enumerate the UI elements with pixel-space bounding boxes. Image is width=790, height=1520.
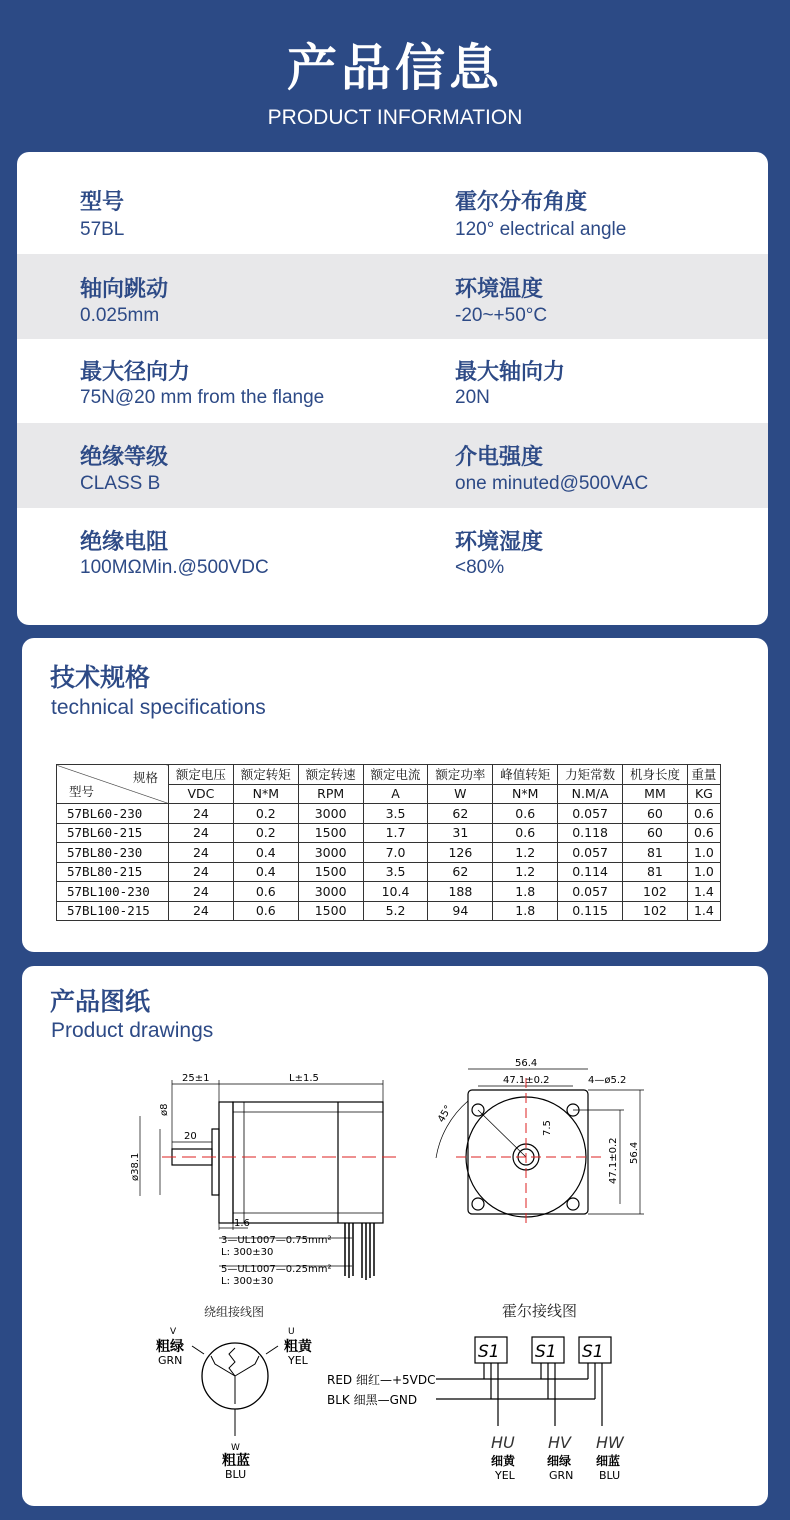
hall-diagram: [327, 1302, 625, 1482]
dim-length: L±1.5: [289, 1073, 319, 1084]
info-value: 0.025mm: [80, 305, 160, 326]
info-key: 最大轴向力: [455, 360, 566, 385]
info-value: one minuted@500VAC: [455, 473, 649, 494]
column-header: 额定电流: [363, 765, 428, 785]
hall-hw: HW: [596, 1433, 624, 1452]
info-value: CLASS B: [80, 473, 161, 494]
winding-v-color: 粗绿: [156, 1339, 184, 1355]
column-header: 额定电压: [169, 765, 234, 785]
info-value: <80%: [455, 557, 505, 578]
info-row: [17, 508, 768, 593]
dim-pilot: ø38.1: [130, 1152, 141, 1181]
table-row: 57BL60-215 24 0.2 1500 1.7 31 0.6 0.118 60 0.6: [57, 823, 721, 843]
section-subtitle: Product drawings: [51, 1019, 214, 1042]
table-row: 57BL80-230 24 0.4 3000 7.0 126 1.2 0.057 81 1.0: [57, 843, 721, 863]
info-row: [17, 423, 768, 508]
unit-cell: A: [363, 784, 428, 804]
spec-table: [56, 764, 721, 921]
dim-vertical-holes: 47.1±0.2: [608, 1137, 619, 1184]
info-value: 75N@20 mm from the flange: [80, 387, 325, 408]
info-value: 100MΩMin.@500VDC: [80, 557, 269, 578]
dim-front-width: 56.4: [515, 1058, 538, 1069]
page-subtitle: PRODUCT INFORMATION: [267, 106, 523, 129]
page-header: [0, 0, 790, 150]
wire-length-2: L: 300±30: [221, 1276, 274, 1287]
column-header: 峰值转矩: [493, 765, 558, 785]
dim-flange-thickness: 1.6: [234, 1218, 250, 1229]
unit-cell: W: [428, 784, 493, 804]
corner-header: 规格 型号: [57, 765, 169, 804]
winding-v-letter: V: [170, 1327, 177, 1337]
table-row: 57BL100-215 24 0.6 1500 5.2 94 1.8 0.115 102 1.4: [57, 901, 721, 921]
column-header: 力矩常数: [558, 765, 623, 785]
dim-key: 7.5: [542, 1120, 553, 1136]
winding-w-color: 粗蓝: [222, 1453, 250, 1469]
winding-w-letter: W: [231, 1443, 240, 1453]
info-value: -20~+50°C: [455, 305, 548, 326]
unit-cell: N.M/A: [558, 784, 623, 804]
winding-title: 绕组接线图: [204, 1305, 265, 1319]
unit-cell: KG: [687, 784, 720, 804]
hall-title: 霍尔接线图: [502, 1302, 578, 1320]
hall-hv: HV: [548, 1433, 571, 1452]
hall-hu: HU: [491, 1433, 515, 1452]
unit-cell: N*M: [493, 784, 558, 804]
hall-sensor-2: S1: [535, 1342, 557, 1362]
info-row: [17, 254, 768, 339]
column-header: 额定转矩: [233, 765, 298, 785]
info-key: 霍尔分布角度: [455, 190, 588, 215]
drawings-canvas: [22, 966, 768, 1506]
winding-diagram: [156, 1304, 313, 1481]
unit-cell: RPM: [298, 784, 363, 804]
wire-spec-1: 3—UL1007—0.75mm²: [221, 1235, 332, 1246]
dim-flange: 25±1: [182, 1073, 210, 1084]
dim-shaft: 20: [184, 1131, 197, 1142]
column-header: 额定功率: [428, 765, 493, 785]
info-key: 绝缘电阻: [80, 530, 169, 555]
winding-u-label: YEL: [288, 1354, 308, 1367]
info-key: 介电强度: [455, 445, 544, 470]
info-key: 环境温度: [455, 277, 544, 302]
dim-hole-diameter: 4—ø5.2: [588, 1075, 627, 1086]
page-title: 产品信息: [287, 39, 503, 97]
column-header: 机身长度: [623, 765, 688, 785]
info-key: 绝缘等级: [80, 445, 169, 470]
hall-red-label: RED 细红—+5VDC: [327, 1373, 436, 1387]
hall-hv-label: GRN: [549, 1469, 574, 1482]
hall-hw-color: 细蓝: [596, 1454, 621, 1468]
column-header: 额定转速: [298, 765, 363, 785]
table-row: 57BL80-215 24 0.4 1500 3.5 62 1.2 0.114 81 1.0: [57, 862, 721, 882]
dim-hole-spacing: 47.1±0.2: [503, 1075, 550, 1086]
info-key: 型号: [80, 190, 125, 215]
info-key: 最大径向力: [80, 360, 191, 385]
hall-blk-label: BLK 细黑—GND: [327, 1393, 418, 1407]
info-key: 环境湿度: [455, 530, 544, 555]
unit-cell: VDC: [169, 784, 234, 804]
hall-hv-color: 细绿: [547, 1454, 572, 1468]
dim-shaft-dia: ø8: [159, 1103, 170, 1116]
info-value: 20N: [455, 387, 490, 408]
hall-sensor-3: S1: [582, 1342, 604, 1362]
hall-sensor-1: S1: [478, 1342, 500, 1362]
product-drawings-card: [22, 966, 768, 1506]
tech-spec-card: [22, 638, 768, 952]
section-title: 技术规格: [50, 663, 151, 692]
winding-u-color: 粗黄: [284, 1339, 312, 1355]
dim-angle: 45°: [436, 1103, 455, 1125]
wire-spec-2: 5—UL1007—0.25mm²: [221, 1264, 332, 1275]
winding-u-letter: U: [288, 1327, 295, 1337]
info-value: 120° electrical angle: [455, 219, 627, 240]
winding-v-label: GRN: [158, 1354, 183, 1367]
info-row: [17, 339, 768, 424]
unit-cell: N*M: [233, 784, 298, 804]
unit-cell: MM: [623, 784, 688, 804]
info-row: [17, 152, 768, 240]
info-value: 57BL: [80, 219, 125, 240]
product-info-card: [17, 152, 768, 625]
section-title: 产品图纸: [50, 987, 151, 1016]
hall-hu-color: 细黄: [491, 1454, 516, 1468]
wire-length-1: L: 300±30: [221, 1247, 274, 1258]
column-header: 重量: [687, 765, 720, 785]
winding-w-label: BLU: [225, 1468, 247, 1481]
hall-hw-label: BLU: [599, 1469, 621, 1482]
table-row: 57BL100-230 24 0.6 3000 10.4 188 1.8 0.057 102 1.4: [57, 882, 721, 902]
table-row: 57BL60-230 24 0.2 3000 3.5 62 0.6 0.057 60 0.6: [57, 804, 721, 824]
dim-vertical-width: 56.4: [629, 1141, 640, 1164]
info-key: 轴向跳动: [80, 277, 169, 302]
hall-hu-label: YEL: [495, 1469, 515, 1482]
section-subtitle: technical specifications: [51, 696, 266, 719]
